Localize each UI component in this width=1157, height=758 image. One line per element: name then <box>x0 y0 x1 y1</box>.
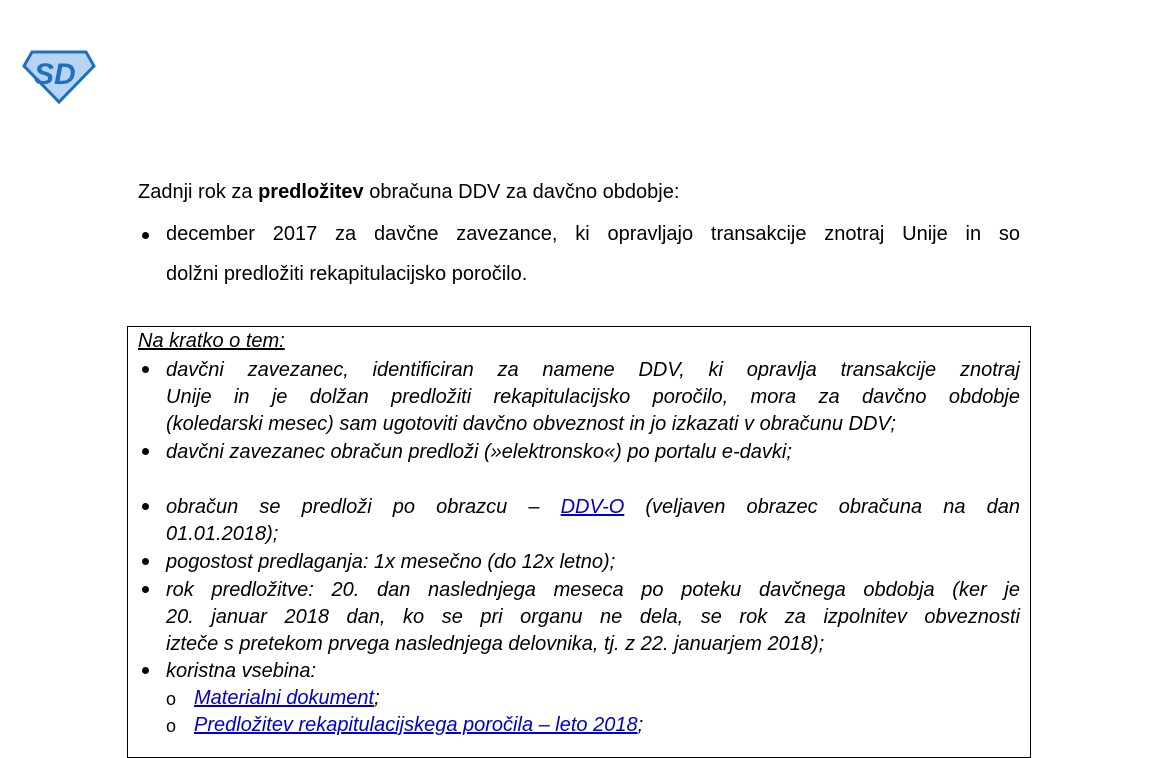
ddv-o-link[interactable]: DDV-O <box>560 496 625 518</box>
box-item-line: 20. januar 2018 dan, ko se pri organu ne dela, se rok za izpolnitev obveznosti <box>166 606 1020 628</box>
bullet <box>142 558 149 565</box>
box-item-line: rok predložitve: 20. dan naslednjega meseca po poteku davčnega obdobja (ker je <box>166 579 1020 601</box>
bullet <box>142 503 149 510</box>
intro-bullet-line: december 2017 za davčne zavezance, ki opravljajo transakcije znotraj Unije in so <box>166 223 1020 245</box>
sub-item: Predložitev rekapitulacijskega poročila – leto 2018; <box>194 714 644 736</box>
rekapitulacijsko-porocilo-link[interactable]: Predložitev rekapitulacijskega poročila – leto 2018 <box>194 714 638 736</box>
box-item-line: davčni zavezanec, identificiran za namene DDV, ki opravlja transakcije znotraj <box>166 359 1020 381</box>
box-item-line: pogostost predlaganja: 1x mesečno (do 12x letno); <box>166 551 616 573</box>
box-item-line: davčni zavezanec obračun predloži (»elektronsko«) po portalu e-davki; <box>166 441 792 463</box>
company-logo <box>22 48 96 104</box>
bullet <box>142 667 149 674</box>
box-item-line: 01.01.2018); <box>166 523 279 545</box>
box-item-line: obračun se predloži po obrazcu – DDV-O (veljaven obrazec obračuna na dan <box>166 496 1020 518</box>
box-item-line: izteče s pretekom prvega naslednjega delovnika, tj. z 22. januarjem 2018); <box>166 633 825 655</box>
sub-bullet: o <box>166 689 177 709</box>
sub-item: Materialni dokument; <box>194 687 380 709</box>
sub-bullet: o <box>166 716 177 736</box>
intro-text: Zadnji rok za predložitev obračuna DDV za davčno obdobje: <box>138 181 680 203</box>
box-item-line: (koledarski mesec) sam ugotoviti davčno obveznost in jo izkazati v obračunu DDV; <box>166 413 896 435</box>
box-heading: Na kratko o tem: <box>138 330 285 352</box>
bullet <box>142 586 149 593</box>
svg-text:SD: SD <box>34 58 76 91</box>
box-item-line: Unije in je dolžan predložiti rekapitulacijsko poročilo, mora za davčno obdobje <box>166 386 1020 408</box>
bullet <box>142 366 149 373</box>
box-item-line: koristna vsebina: <box>166 660 317 682</box>
materialni-dokument-link[interactable]: Materialni dokument <box>194 687 375 709</box>
bullet <box>142 448 149 455</box>
intro-bullet-line: dolžni predložiti rekapitulacijsko poročilo. <box>166 263 528 285</box>
bullet <box>142 232 149 239</box>
